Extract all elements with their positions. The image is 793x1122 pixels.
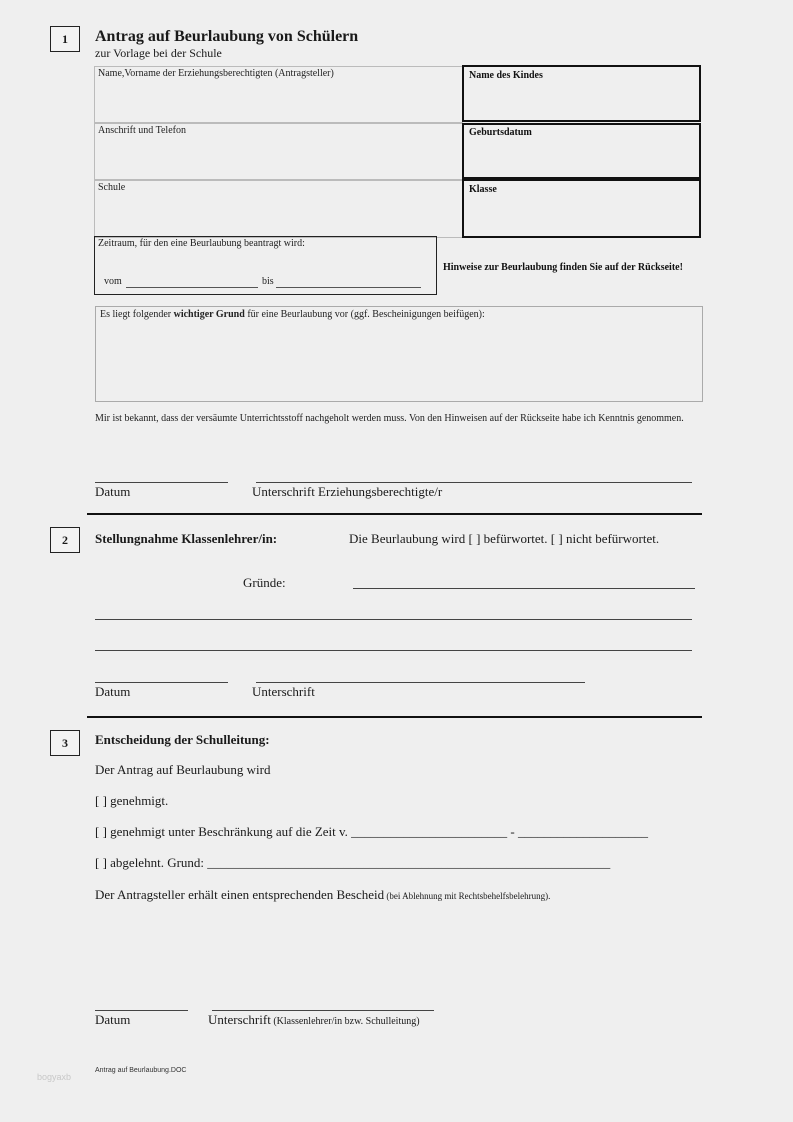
notice-text: Der Antragsteller erhält einen entsprechenden Bescheid (bei Ablehnung mit Rechtsbehelfsbelehrung).: [95, 887, 551, 902]
signature-label-1: Unterschrift Erziehungsberechtigte/r: [252, 484, 443, 499]
watermark: bogyaxb: [37, 1072, 72, 1082]
reasons-label: Gründe:: [243, 575, 286, 590]
reason-label: Es liegt folgender wichtiger Grund für eine Beurlaubung vor (ggf. Bescheinigungen beifügen):: [100, 309, 485, 320]
section-divider-1: [87, 513, 702, 515]
reason-bold: wichtiger Grund: [173, 309, 245, 320]
reasons-line-3[interactable]: [95, 650, 692, 651]
signature-label-2: Unterschrift: [252, 684, 315, 699]
period-from-input[interactable]: [126, 287, 258, 288]
school-label: Schule: [98, 182, 126, 193]
period-from-label: vom: [104, 276, 122, 287]
signature-line-2[interactable]: [256, 682, 585, 683]
date-label-2: Datum: [95, 684, 131, 699]
principal-decision-title: Entscheidung der Schulleitung:: [95, 732, 270, 747]
period-to-label: bis: [262, 276, 274, 287]
signature-line-3[interactable]: [212, 1010, 434, 1011]
decision-intro: Der Antrag auf Beurlaubung wird: [95, 762, 271, 777]
acknowledgement-text: Mir ist bekannt, dass der versäumte Unterrichtsstoff nachgeholt werden muss. Von den Hinweisen auf der Rückseite habe ich Kenntnis genommen.: [95, 413, 684, 424]
section-number-2: 2: [50, 527, 80, 553]
class-field[interactable]: [462, 179, 701, 238]
birthdate-label: Geburtsdatum: [469, 127, 532, 138]
option-restricted[interactable]: [ ] genehmigt unter Beschränkung auf die Zeit v. ________________________ - ____________________: [95, 824, 649, 839]
recommendation-checkboxes[interactable]: Die Beurlaubung wird [ ] befürwortet. [ ] nicht befürwortet.: [349, 531, 660, 546]
section-number-1: 1: [50, 26, 80, 52]
date-line-3[interactable]: [95, 1010, 188, 1011]
child-name-label: Name des Kindes: [469, 70, 543, 81]
form-title: Antrag auf Beurlaubung von Schülern: [95, 28, 359, 45]
signature-line-1[interactable]: [256, 482, 692, 483]
reasons-line-1[interactable]: [353, 588, 695, 589]
date-label-3: Datum: [95, 1012, 131, 1027]
footer-filename: Antrag auf Beurlaubung.DOC: [95, 1067, 187, 1074]
signature-label-3: Unterschrift (Klassenlehrer/in bzw. Schulleitung): [208, 1012, 420, 1027]
hint-text: Hinweise zur Beurlaubung finden Sie auf der Rückseite!: [443, 262, 683, 273]
form-subtitle: zur Vorlage bei der Schule: [95, 46, 222, 60]
date-line-2[interactable]: [95, 682, 228, 683]
date-line-1[interactable]: [95, 482, 228, 483]
school-field[interactable]: [94, 180, 463, 238]
option-rejected[interactable]: [ ] abgelehnt. Grund: ______________________________________________________________: [95, 855, 611, 870]
address-label: Anschrift und Telefon: [98, 125, 186, 136]
class-label: Klasse: [469, 184, 497, 195]
parent-name-label: Name,Vorname der Erziehungsberechtigten (Antragsteller): [98, 68, 334, 79]
reason-field[interactable]: [95, 306, 703, 402]
section-divider-2: [87, 716, 702, 718]
teacher-statement-title: Stellungnahme Klassenlehrer/in:: [95, 531, 278, 546]
section-number-3: 3: [50, 730, 80, 756]
reasons-line-2[interactable]: [95, 619, 692, 620]
option-approved[interactable]: [ ] genehmigt.: [95, 793, 169, 808]
period-label: Zeitraum, für den eine Beurlaubung beantragt wird:: [98, 238, 305, 249]
period-to-input[interactable]: [276, 287, 421, 288]
date-label-1: Datum: [95, 484, 131, 499]
